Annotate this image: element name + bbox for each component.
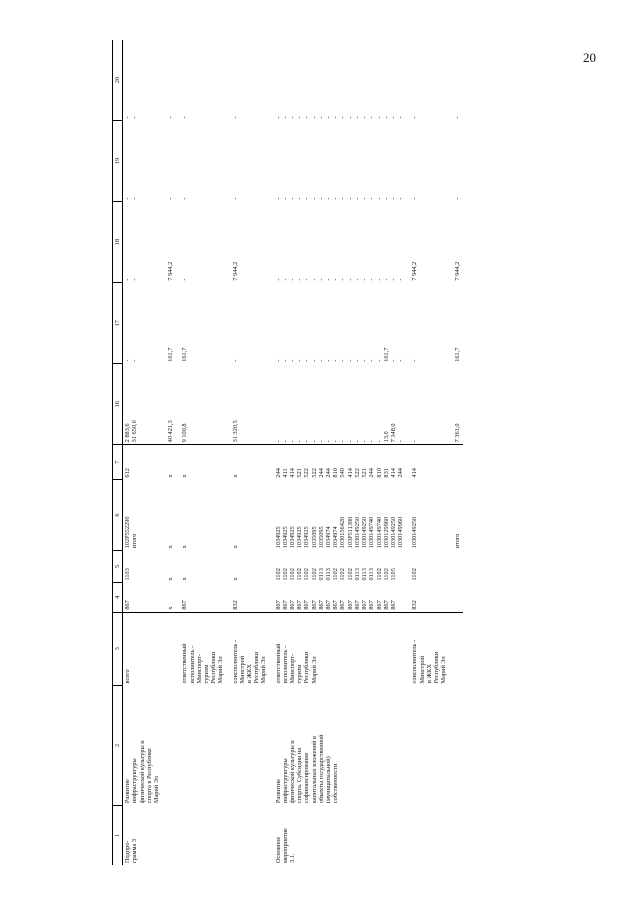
cell-c3: соисполнитель - Минстрой и ЖКХ Республики Марий Эл — [411, 639, 448, 684]
cell-c3 — [448, 612, 462, 685]
cell-c1 — [405, 805, 448, 865]
cell-c20: - — [181, 116, 189, 119]
header-col-3: 3 — [113, 612, 123, 685]
cell-c20: - — [167, 116, 175, 119]
cell-c16: 40 421,3 — [161, 364, 175, 445]
table-row — [448, 40, 462, 865]
cell-c3: всего — [124, 669, 132, 684]
cell-c6: 102P552290 итого — [124, 516, 139, 549]
cell-c16: - — [405, 364, 448, 445]
cell-c6: 1034925 1034925 1034925 1034925 1034925 1035095 1035095 1034974 1034974 1030156420 103P511390 1030149250 1030149250 1030149740 1030149740 1030129960 1030149250 1030149960 — [274, 516, 405, 549]
cell-c6: итого — [454, 533, 462, 549]
cell-c5: х — [167, 577, 175, 581]
header-col-6: 6 — [113, 480, 123, 551]
cell-c1 — [448, 805, 462, 865]
cell-c1: Подпро- грамма 3 — [124, 839, 139, 863]
cell-c19: - — [181, 197, 189, 200]
cell-c1: Основное мероприятие 3.1. — [274, 828, 297, 863]
cell-c18: 7 944,2 — [167, 261, 175, 281]
cell-c3: ответственный исполнитель - Минспорт- туризм Республики Марий Эл — [181, 643, 225, 684]
table-row — [226, 40, 269, 865]
cell-c16: - - - - - - - - - - - - - - - 13,0 7 348,0 - — [269, 364, 406, 445]
rotated-table-container — [112, 40, 622, 865]
cell-c19: - - — [124, 197, 139, 200]
cell-c5: 1102 1102 1102 1102 1102 1102 0113 0113 1102 1102 1102 0113 0113 0113 1102 1102 1105 — [274, 568, 397, 581]
cell-c7: 414 — [411, 468, 419, 478]
cell-c7: х — [167, 474, 175, 478]
header-col-4: 4 — [113, 583, 123, 613]
cell-c19: - - - - - - - - - - - - - - - - - - — [274, 197, 405, 200]
cell-c7 — [448, 445, 462, 480]
cell-c7: 612 — [124, 468, 132, 478]
cell-c16: 2 883,6 31 650,0 — [123, 364, 162, 445]
cell-c5: х — [181, 577, 189, 581]
cell-c2 — [405, 685, 448, 805]
cell-c20: - — [411, 116, 419, 119]
header-col-7: 7 — [113, 445, 123, 480]
header-col-19: 19 — [113, 121, 123, 202]
cell-c5: х — [231, 577, 239, 581]
table-row — [405, 40, 448, 865]
cell-c2: Развитие инфраструктуры физической культуры и спорта в Республике Марий Эл — [124, 740, 161, 804]
cell-c6: х — [181, 545, 189, 549]
cell-c6: х — [231, 545, 239, 549]
cell-c2 — [161, 685, 175, 805]
cell-c17: - — [231, 359, 239, 362]
header-col-2: 2 — [113, 685, 123, 805]
cell-c5 — [448, 550, 462, 582]
cell-c20: - — [454, 116, 462, 119]
cell-c2 — [448, 685, 462, 805]
cell-c20: - - — [124, 116, 139, 119]
cell-c18: 7 944,2 — [454, 261, 462, 281]
cell-c3: соисполнитель - Минстрой и ЖКХ Республики Марий Эл — [231, 639, 268, 684]
cell-c7: х — [181, 474, 189, 478]
header-col-20: 20 — [113, 40, 123, 121]
cell-c17: 161,7 — [167, 347, 175, 362]
cell-c2 — [175, 685, 225, 805]
cell-c4: 832 — [226, 583, 269, 613]
cell-c3 — [161, 612, 175, 685]
table-body — [123, 40, 463, 865]
cell-c5: 1102 — [411, 568, 419, 581]
cell-c17: 161,7 — [181, 347, 189, 362]
cell-c16: 9 100,8 — [175, 364, 225, 445]
budget-table — [112, 40, 463, 865]
cell-c18: 7 944,2 — [231, 261, 239, 281]
cell-c4: 867 — [175, 583, 225, 613]
cell-c19: - — [167, 197, 175, 200]
table-row — [123, 40, 162, 865]
cell-c4 — [448, 583, 462, 613]
cell-c18: 7 944,2 — [411, 261, 419, 281]
cell-c2: Развитие инфраструктуры физической культуры и спорта. Субсидии на софинансирование капитальных вложений в объекты государственной (муниципальной) собственности — [274, 734, 340, 804]
cell-c19: - — [231, 197, 239, 200]
cell-c7: 244 411 414 521 522 522 244 244 810 540 414 522 521 244 810 831 414 244 — [274, 468, 405, 478]
header-row — [113, 40, 123, 865]
cell-c7: х — [231, 474, 239, 478]
cell-c4: 867 — [123, 583, 162, 613]
cell-c5: 1103 — [124, 568, 132, 581]
cell-c16: 7 361,0 — [448, 364, 462, 445]
cell-c2 — [226, 685, 269, 805]
cell-c1 — [175, 805, 225, 865]
cell-c17: - — [411, 359, 419, 362]
cell-c1 — [161, 805, 175, 865]
cell-c4: х — [161, 583, 175, 613]
cell-c17: - - - - - - - - - - - - - - - 161,7 - - — [274, 347, 405, 362]
header-col-17: 17 — [113, 283, 123, 364]
cell-c18: - - - - - - - - - - - - - - - - - - — [274, 278, 405, 281]
cell-c20: - — [231, 116, 239, 119]
cell-c1 — [226, 805, 269, 865]
cell-c18: - - — [124, 278, 139, 281]
header-col-1: 1 — [113, 805, 123, 865]
cell-c4: 832 — [405, 583, 448, 613]
cell-c3: ответственный исполнитель - Минспорт- туризм Республики Марий Эл — [274, 643, 318, 684]
page-number: 20 — [583, 50, 596, 65]
cell-c18: - — [181, 278, 189, 281]
table-row — [175, 40, 225, 865]
cell-c16: 31 320,5 — [226, 364, 269, 445]
cell-c6: х — [167, 545, 175, 549]
cell-c19: - — [411, 197, 419, 200]
cell-c19: - — [454, 197, 462, 200]
header-col-18: 18 — [113, 202, 123, 283]
cell-c17: - - — [124, 359, 139, 362]
table-row — [269, 40, 406, 865]
cell-c6: 1030149250 — [411, 516, 419, 549]
header-col-16: 16 — [113, 364, 123, 445]
table-row — [161, 40, 175, 865]
cell-c20: - - - - - - - - - - - - - - - - - - — [274, 116, 405, 119]
cell-c4: 867 867 867 867 867 867 867 867 867 867 867 867 867 867 867 867 867 — [269, 583, 406, 613]
header-col-5: 5 — [113, 550, 123, 582]
cell-c17: 161,7 — [454, 347, 462, 362]
